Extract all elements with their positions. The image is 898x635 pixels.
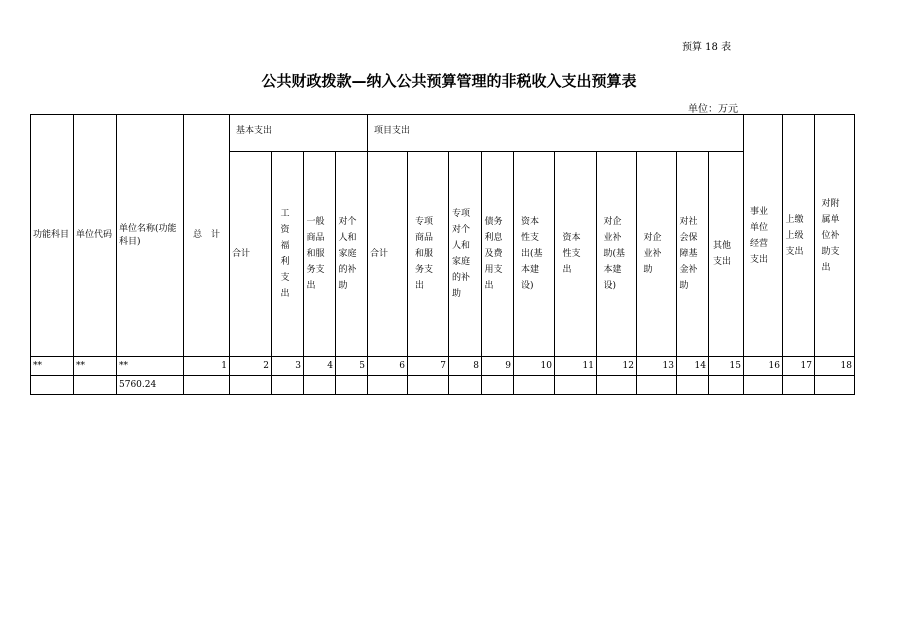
header-project-5: 资本性支出(基本建设) [514, 152, 555, 357]
header-func-subject: 功能科目 [31, 115, 74, 357]
data-cell [555, 376, 597, 395]
data-cell [272, 376, 304, 395]
header-group-row [31, 115, 855, 152]
index-row [31, 357, 855, 376]
header-project-2: 专项商品和服务支出 [408, 152, 449, 357]
index-cell: ** [117, 357, 184, 376]
data-cell [230, 376, 272, 395]
index-cell: 17 [783, 357, 815, 376]
index-cell: 15 [709, 357, 744, 376]
header-project-expenditure: 项目支出 [368, 115, 744, 152]
index-cell: ** [31, 357, 74, 376]
page-title: 公共财政拨款—纳入公共预算管理的非税收入支出预算表 [261, 72, 637, 90]
index-cell: 18 [815, 357, 855, 376]
header-project-8: 对企业补助 [637, 152, 677, 357]
header-basic-1: 合计 [230, 152, 272, 357]
data-cell [74, 376, 117, 395]
data-cell [408, 376, 449, 395]
index-cell: 7 [408, 357, 449, 376]
index-cell: 12 [597, 357, 637, 376]
header-basic-2: 工资福利支出 [272, 152, 304, 357]
data-cell [677, 376, 709, 395]
header-project-9: 对社会保障基金补助 [677, 152, 709, 357]
budget-table [30, 114, 855, 395]
index-cell: 1 [184, 357, 230, 376]
data-cell [709, 376, 744, 395]
index-cell: 16 [744, 357, 783, 376]
header-project-7: 对企业补助(基本建设) [597, 152, 637, 357]
index-cell: 5 [336, 357, 368, 376]
header-basic-expenditure: 基本支出 [230, 115, 368, 152]
data-cell [514, 376, 555, 395]
index-cell: 9 [482, 357, 514, 376]
header-other-3: 对附属单位补助支出 [815, 115, 855, 357]
unit-label: 单位：万元 [688, 104, 738, 115]
data-cell [336, 376, 368, 395]
index-cell: 8 [449, 357, 482, 376]
data-cell [744, 376, 783, 395]
data-cell [368, 376, 408, 395]
header-project-4: 债务利息及费用支出 [482, 152, 514, 357]
page-number: 预算 18 表 [682, 42, 732, 53]
data-cell [597, 376, 637, 395]
data-cell [815, 376, 855, 395]
table-row [31, 376, 855, 395]
data-cell [184, 376, 230, 395]
index-cell: ** [74, 357, 117, 376]
data-cell [783, 376, 815, 395]
data-cell [482, 376, 514, 395]
data-cell [637, 376, 677, 395]
data-cell [31, 376, 74, 395]
index-cell: 6 [368, 357, 408, 376]
data-cell [449, 376, 482, 395]
index-cell: 10 [514, 357, 555, 376]
header-total: 总 计 [184, 115, 230, 357]
data-cell [304, 376, 336, 395]
index-cell: 4 [304, 357, 336, 376]
header-other-1: 事业单位经营支出 [744, 115, 783, 357]
header-unit-name: 单位名称(功能科目) [117, 115, 184, 357]
header-project-3: 专项对个人和家庭的补助 [449, 152, 482, 357]
data-cell: 5760.24 [117, 376, 184, 395]
index-cell: 3 [272, 357, 304, 376]
header-unit-code: 单位代码 [74, 115, 117, 357]
index-cell: 11 [555, 357, 597, 376]
header-project-10: 其他支出 [709, 152, 744, 357]
header-basic-4: 对个人和家庭的补助 [336, 152, 368, 357]
header-basic-3: 一般商品和服务支出 [304, 152, 336, 357]
header-project-6: 资本性支出 [555, 152, 597, 357]
index-cell: 2 [230, 357, 272, 376]
index-cell: 14 [677, 357, 709, 376]
index-cell: 13 [637, 357, 677, 376]
header-project-1: 合计 [368, 152, 408, 357]
header-other-2: 上缴上级支出 [783, 115, 815, 357]
